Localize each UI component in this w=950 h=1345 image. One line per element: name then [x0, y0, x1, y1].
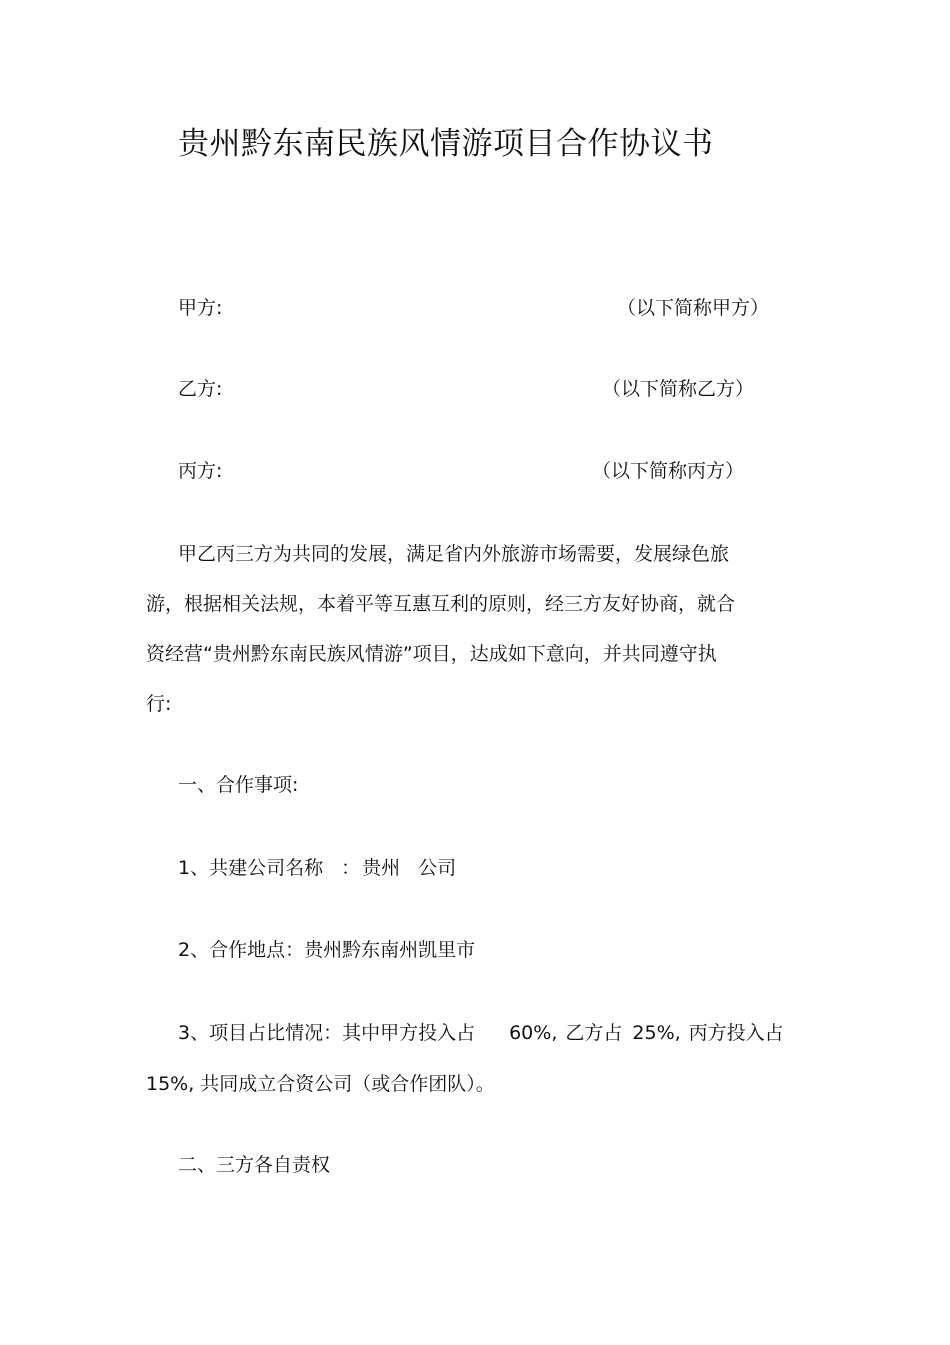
item-company-name [178, 855, 456, 881]
item-share-ratio [178, 1020, 784, 1046]
item-label: 1、共建公司名称 [178, 857, 324, 879]
item-location: 2、合作地点：贵州黔东南州凯里市 [178, 939, 476, 961]
share-pct-a: 60%, [509, 1022, 558, 1044]
party-a-label: 甲方: [178, 297, 223, 319]
intro-line: 甲乙丙三方为共同的发展，满足省内外旅游市场需要，发展绿色旅 [178, 543, 730, 565]
share-prefix: 3、项目占比情况：其中甲方投入占 [178, 1022, 476, 1044]
intro-line: 资经营“贵州黔东南民族风情游”项目，达成如下意向，并共同遵守执 [146, 643, 717, 665]
item-share-ratio-continued: 15%, 共同成立合资公司（或合作团队）。 [146, 1073, 495, 1095]
intro-line: 行: [146, 693, 172, 715]
section-heading: 二、三方各自责权 [178, 1154, 331, 1176]
share-mid: 乙方占 [565, 1022, 623, 1044]
item-colon: ： [341, 857, 361, 879]
party-b-label: 乙方: [178, 378, 223, 400]
document-title: 贵州黔东南民族风情游项目合作协议书 [178, 126, 714, 162]
party-a-note: （以下简称甲方） [617, 297, 770, 319]
item-value: 公司 [418, 857, 457, 879]
section-heading: 一、合作事项: [178, 774, 299, 796]
share-pct-b: 25%, [632, 1022, 681, 1044]
item-value: 贵州 [362, 857, 401, 879]
party-b-note: （以下简称乙方） [602, 378, 755, 400]
intro-line: 游，根据相关法规，本着平等互惠互利的原则，经三方友好协商，就合 [146, 593, 736, 615]
party-c-label: 丙方: [178, 460, 223, 482]
share-suffix: 丙方投入占 [688, 1022, 784, 1044]
party-c-note: （以下简称丙方） [592, 460, 745, 482]
